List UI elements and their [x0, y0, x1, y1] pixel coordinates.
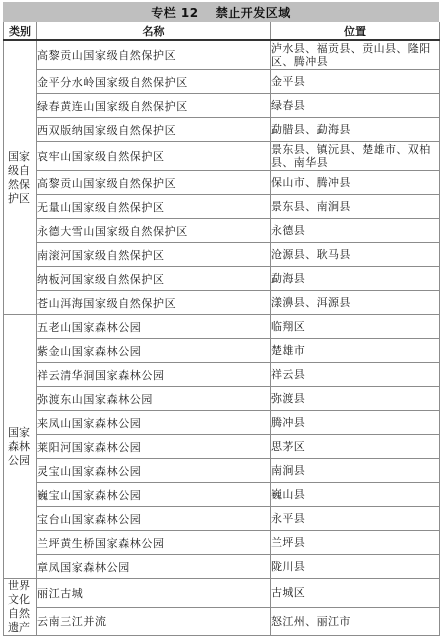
- location-cell: 巍山县: [271, 483, 440, 507]
- header-name: 名称: [37, 22, 271, 40]
- category-cell: [4, 40, 37, 315]
- header-category: 类别: [4, 22, 37, 40]
- table-row: [4, 195, 440, 219]
- area-name-cell: 西双版纳国家级自然保护区: [37, 118, 271, 142]
- area-name-cell: 永德大雪山国家级自然保护区: [37, 219, 271, 243]
- area-name-cell: 兰坪黄生桥国家森林公园: [37, 531, 271, 555]
- category-cell: [4, 315, 37, 579]
- area-name-cell: 灵宝山国家森林公园: [37, 459, 271, 483]
- location-cell: 景东县、镇沅县、楚雄市、双柏县、南华县: [271, 142, 440, 171]
- area-name-cell: 云南三江并流: [37, 607, 271, 636]
- table-row: [4, 171, 440, 195]
- location-cell: 永德县: [271, 219, 440, 243]
- table-row: [4, 555, 440, 579]
- location-cell: 景东县、南涧县: [271, 195, 440, 219]
- table-row: [4, 339, 440, 363]
- category-label: 国家森林公园: [8, 425, 30, 467]
- table-row: [4, 267, 440, 291]
- area-name-cell: 丽江古城: [37, 579, 271, 608]
- location-cell: 永平县: [271, 507, 440, 531]
- table-row: [4, 243, 440, 267]
- table-title: 专栏 12 禁止开发区域: [3, 2, 439, 22]
- location-cell: 腾冲县: [271, 411, 440, 435]
- area-name-cell: 苍山洱海国家级自然保护区: [37, 291, 271, 315]
- area-name-cell: 金平分水岭国家级自然保护区: [37, 70, 271, 94]
- area-name-cell: 弥渡东山国家森林公园: [37, 387, 271, 411]
- table-row: [4, 70, 440, 94]
- area-name-cell: 无量山国家级自然保护区: [37, 195, 271, 219]
- location-cell: 沧源县、耿马县: [271, 243, 440, 267]
- category-label: 世界文化自然遗产: [8, 579, 30, 634]
- table-row: [4, 483, 440, 507]
- location-cell: 勐腊县、勐海县: [271, 118, 440, 142]
- location-cell: 漾濞县、洱源县: [271, 291, 440, 315]
- table-row: [4, 291, 440, 315]
- location-cell: 楚雄市: [271, 339, 440, 363]
- area-name-cell: 哀牢山国家级自然保护区: [37, 142, 271, 171]
- location-cell: 怒江州、丽江市: [271, 607, 440, 636]
- area-name-cell: 五老山国家森林公园: [37, 315, 271, 339]
- location-cell: 南涧县: [271, 459, 440, 483]
- table-row: [4, 315, 440, 339]
- area-name-cell: 来凤山国家森林公园: [37, 411, 271, 435]
- table-row: [4, 507, 440, 531]
- location-cell: 思茅区: [271, 435, 440, 459]
- table-row: [4, 219, 440, 243]
- table-row: [4, 94, 440, 118]
- area-name-cell: 莱阳河国家森林公园: [37, 435, 271, 459]
- header-location: 位置: [271, 22, 440, 40]
- location-cell: 祥云县: [271, 363, 440, 387]
- location-cell: 古城区: [271, 579, 440, 608]
- area-name-cell: 绿春黄连山国家级自然保护区: [37, 94, 271, 118]
- area-name-cell: 南滚河国家级自然保护区: [37, 243, 271, 267]
- area-name-cell: 章凤国家森林公园: [37, 555, 271, 579]
- table-row: [4, 607, 440, 636]
- table-body: [4, 40, 440, 636]
- location-cell: 陇川县: [271, 555, 440, 579]
- area-name-cell: 宝台山国家森林公园: [37, 507, 271, 531]
- table-row: [4, 435, 440, 459]
- table-row: [4, 363, 440, 387]
- location-cell: 金平县: [271, 70, 440, 94]
- location-cell: 临翔区: [271, 315, 440, 339]
- table-row: [4, 411, 440, 435]
- table-row: [4, 531, 440, 555]
- location-cell: 勐海县: [271, 267, 440, 291]
- location-cell: 保山市、腾冲县: [271, 171, 440, 195]
- location-cell: 弥渡县: [271, 387, 440, 411]
- table-row: [4, 579, 440, 608]
- area-name-cell: 巍宝山国家森林公园: [37, 483, 271, 507]
- area-name-cell: 高黎贡山国家级自然保护区: [37, 40, 271, 70]
- table-row: [4, 459, 440, 483]
- location-cell: 绿春县: [271, 94, 440, 118]
- area-name-cell: 高黎贡山国家级自然保护区: [37, 171, 271, 195]
- location-cell: 泸水县、福贡县、贡山县、隆阳区、腾冲县: [271, 40, 440, 70]
- category-cell: [4, 579, 37, 636]
- area-name-cell: 紫金山国家森林公园: [37, 339, 271, 363]
- area-name-cell: 纳板河国家级自然保护区: [37, 267, 271, 291]
- location-cell: 兰坪县: [271, 531, 440, 555]
- table-row: [4, 118, 440, 142]
- table-row: [4, 142, 440, 171]
- category-label: 国家级自然保护区: [8, 149, 30, 205]
- header-row: [4, 22, 440, 40]
- area-name-cell: 祥云清华洞国家森林公园: [37, 363, 271, 387]
- table-row: [4, 387, 440, 411]
- prohibited-zones-table: [3, 22, 440, 636]
- table-row: [4, 40, 440, 70]
